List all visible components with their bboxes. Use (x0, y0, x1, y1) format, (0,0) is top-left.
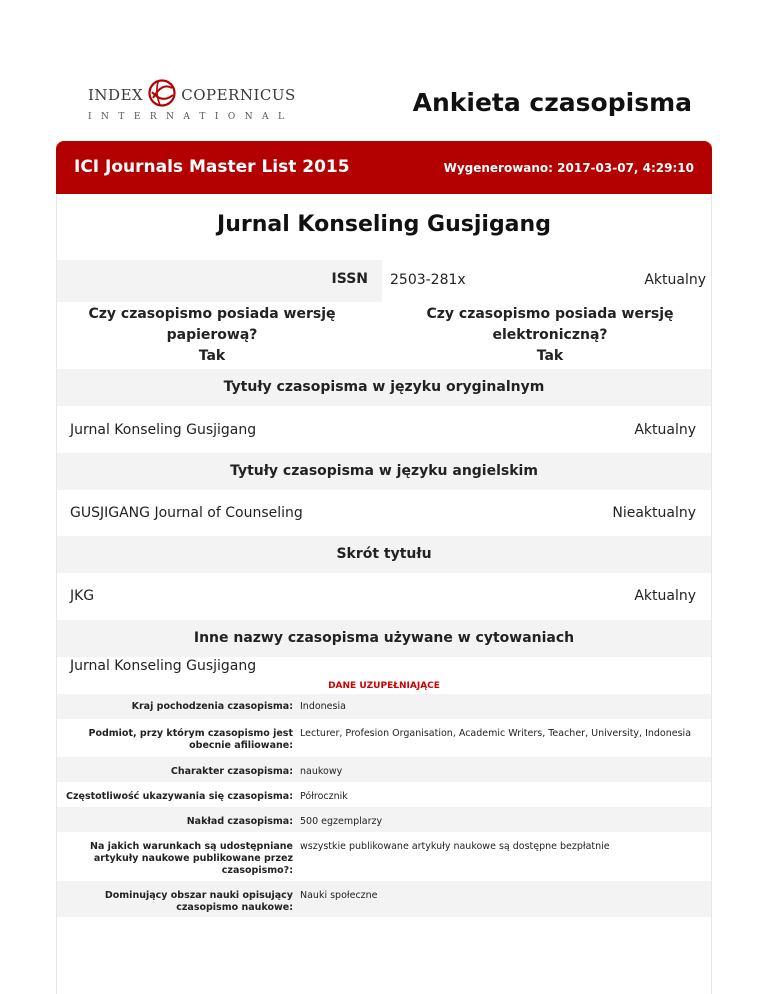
logo-letter: A (183, 112, 190, 122)
row-label: Kraj pochodzenia czasopisma: (131, 701, 293, 712)
issn-label: ISSN (331, 271, 368, 287)
logo-letter: I (214, 112, 219, 122)
journal-title: Jurnal Konseling Gusjigang (217, 212, 551, 237)
table-row (57, 719, 711, 757)
logo-letter: R (149, 112, 157, 122)
logo-letter: T (199, 112, 206, 122)
english-titles-heading: Tytuły czasopisma w języku angielskim (57, 453, 711, 490)
abbreviation-heading: Skrót tytułu (57, 536, 711, 573)
index-copernicus-logo (88, 78, 296, 128)
list-name: ICI Journals Master List 2015 (74, 157, 350, 177)
print-version-answer: Tak (198, 348, 226, 364)
issn-status: Aktualny (644, 272, 706, 288)
original-title-value: Jurnal Konseling Gusjigang (70, 422, 257, 438)
row-value: Półrocznik (300, 791, 348, 802)
logo-letter: I (88, 112, 92, 122)
print-version-question: Czy czasopismo posiada wersję papierową? (88, 306, 336, 343)
row-value: 500 egzemplarzy (300, 816, 383, 827)
row-label: Dominujący obszar nauki opisujący czasopismo naukowe: (104, 890, 293, 913)
generated-timestamp: Wygenerowano: 2017-03-07, 4:29:10 (443, 161, 694, 175)
other-names-heading: Inne nazwy czasopisma używane w cytowaniach (57, 620, 711, 657)
issn-value: 2503-281x (390, 272, 466, 288)
row-label: Na jakich warunkach są udostępniane artykuły naukowe publikowane przez czasopismo?: (90, 841, 293, 876)
logo-word-index: INDEX (88, 86, 144, 104)
logo-subtitle (88, 112, 284, 122)
globe-icon (147, 78, 177, 112)
table-row (57, 881, 711, 917)
english-title-status: Nieaktualny (612, 505, 696, 521)
abbreviation-value: JKG (70, 588, 95, 604)
electronic-version-answer: Tak (536, 348, 564, 364)
electronic-version-block (386, 304, 714, 367)
logo-letter: N (166, 112, 174, 122)
abbreviation-status: Aktualny (634, 588, 696, 604)
logo-letter: N (101, 112, 109, 122)
issn-label-cell (57, 260, 382, 302)
logo-wordmark (88, 78, 296, 112)
table-row (57, 832, 711, 881)
table-row (57, 782, 711, 807)
electronic-version-question: Czy czasopismo posiada wersję elektroniczną? (426, 306, 674, 343)
row-value: Lecturer, Profesion Organisation, Academic Writers, Teacher, University, Indonesia (300, 728, 692, 739)
other-names-value: Jurnal Konseling Gusjigang (70, 658, 257, 674)
row-label: Charakter czasopisma: (170, 766, 293, 777)
table-row (57, 807, 711, 832)
logo-letter: T (118, 112, 125, 122)
row-label: Częstotliwość ukazywania się czasopisma: (66, 791, 293, 802)
supplementary-data-title: DANE UZUPEŁNIAJĄCE (328, 681, 440, 691)
table-row (57, 694, 711, 719)
row-value: Indonesia (300, 701, 346, 712)
row-value: wszystkie publikowane artykuły naukowe są dostępne bezpłatnie (300, 841, 610, 852)
original-titles-heading: Tytuły czasopisma w języku oryginalnym (57, 369, 711, 406)
logo-letter: E (133, 112, 141, 122)
original-title-status: Aktualny (634, 422, 696, 438)
row-label: Podmiot, przy którym czasopismo jest obecnie afiliowane: (88, 728, 293, 751)
logo-letter: O (227, 112, 236, 122)
logo-word-copernicus: COPERNICUS (181, 86, 296, 104)
table-row (57, 757, 711, 782)
header-banner (56, 141, 712, 194)
logo-letter: L (277, 112, 284, 122)
english-title-value: GUSJIGANG Journal of Counseling (70, 505, 303, 521)
document-title: Ankieta czasopisma (412, 88, 692, 117)
row-value: Nauki społeczne (300, 890, 378, 901)
logo-letter: A (262, 112, 269, 122)
logo-letter: N (244, 112, 253, 122)
row-value: naukowy (300, 766, 343, 777)
row-label: Nakład czasopisma: (186, 816, 293, 827)
print-version-block (48, 304, 376, 367)
